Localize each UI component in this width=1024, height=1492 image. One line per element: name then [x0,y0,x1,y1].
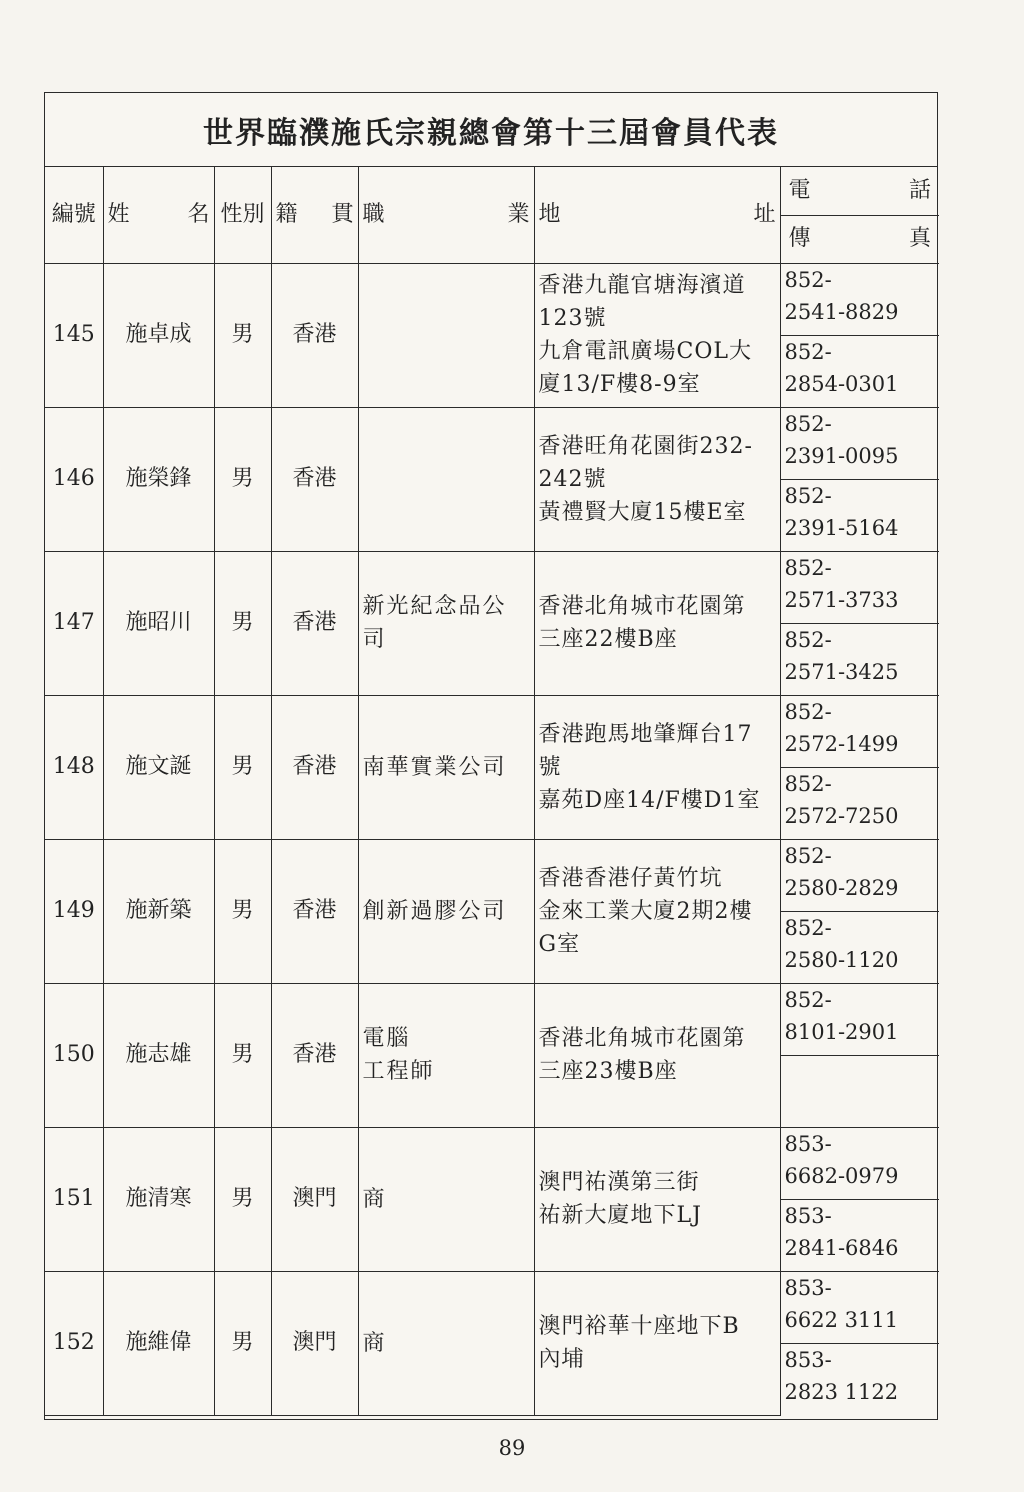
member-phone [780,407,939,479]
address-line: 嘉苑D座14/F樓D1室 [538,787,761,813]
address-line: 123號 [538,306,607,331]
address-line: 香港北角城市花園第 [538,1026,746,1051]
fax-line: 2841-6846 [784,1236,899,1261]
member-address [534,407,780,551]
header-origin: 籍 貫 [271,167,358,263]
member-occupation [358,1271,534,1415]
member-origin: 香港 [271,983,358,1127]
member-name: 施昭川 [103,551,214,695]
page-title: 世界臨濮施氏宗親總會第十三屆會員代表 [45,93,937,167]
fax-line: 853- [784,1203,832,1228]
member-address [534,695,780,839]
member-fax [780,1343,939,1415]
member-table [45,167,939,1416]
occupation-line: 工程師 [362,1059,435,1084]
member-phone [780,1271,939,1343]
header-address: 地 址 [534,167,780,263]
member-gender: 男 [214,1271,271,1415]
occupation-line: 電腦 [362,1026,411,1051]
address-line: 香港香港仔黃竹坑 [538,865,723,891]
fax-line: 2571-3425 [784,660,899,685]
member-gender: 男 [214,407,271,551]
occupation-line: 新光紀念品公 [362,594,507,619]
header-number: 編號 [45,167,103,263]
member-number: 148 [45,695,103,839]
member-fax [780,1199,939,1271]
address-line: 澳門祐漢第三街 [538,1170,700,1195]
member-number: 147 [45,551,103,695]
member-gender: 男 [214,1127,271,1271]
address-line: 九倉電訊廣場COL大 [538,339,752,364]
member-number: 149 [45,839,103,983]
member-phone [780,263,939,335]
fax-line: 852- [784,627,832,652]
member-fax [780,623,939,695]
phone-line: 6682-0979 [784,1164,899,1189]
member-address [534,1127,780,1271]
member-number: 150 [45,983,103,1127]
phone-line: 852- [784,987,832,1012]
phone-line: 852- [784,843,832,868]
phone-line: 2580-2829 [784,876,899,901]
member-gender: 男 [214,263,271,407]
member-gender: 男 [214,839,271,983]
member-name: 施維偉 [103,1271,214,1415]
member-phone [780,839,939,911]
table-row [45,263,939,335]
address-line: G室 [538,931,581,957]
table-row [45,983,939,1055]
occupation-line: 南華實業公司 [362,754,507,780]
header-occupation: 職 業 [358,167,534,263]
table-row [45,551,939,623]
member-origin: 香港 [271,551,358,695]
fax-line: 852- [784,339,832,364]
fax-line: 2572-7250 [784,804,899,829]
member-address [534,263,780,407]
table-row [45,407,939,479]
phone-line: 2572-1499 [784,732,899,757]
phone-line: 852- [784,267,832,292]
member-name: 施榮鋒 [103,407,214,551]
address-line: 祐新大廈地下LJ [538,1203,702,1228]
member-phone [780,1127,939,1199]
fax-line: 2823 1122 [784,1380,899,1405]
member-address [534,839,780,983]
member-number: 146 [45,407,103,551]
member-origin: 香港 [271,407,358,551]
member-phone [780,983,939,1055]
header-name: 姓 名 [103,167,214,263]
member-occupation [358,695,534,839]
fax-line: 853- [784,1347,832,1372]
address-line: 三座23樓B座 [538,1059,678,1084]
fax-line: 852- [784,483,832,508]
member-number: 145 [45,263,103,407]
member-origin: 澳門 [271,1127,358,1271]
phone-line: 853- [784,1275,832,1300]
member-occupation [358,551,534,695]
member-origin: 澳門 [271,1271,358,1415]
phone-line: 852- [784,411,832,436]
occupation-line: 商 [362,1186,387,1212]
header-phone: 電 話 [780,167,939,215]
table-row [45,839,939,911]
member-name: 施卓成 [103,263,214,407]
fax-line: 852- [784,915,832,940]
header-gender: 性別 [214,167,271,263]
address-line: 廈13/F樓8-9室 [538,372,701,397]
member-gender: 男 [214,551,271,695]
member-gender: 男 [214,983,271,1127]
member-name: 施文誕 [103,695,214,839]
member-address [534,551,780,695]
occupation-line: 商 [362,1330,387,1356]
member-fax [780,479,939,551]
member-origin: 香港 [271,839,358,983]
member-fax [780,335,939,407]
occupation-line: 創新過膠公司 [362,898,507,924]
address-line: 號 [538,754,562,780]
page-number: 89 [498,1436,526,1460]
address-line: 香港跑馬地肇輝台17 [538,721,753,747]
address-line: 黃禮賢大廈15樓E室 [538,499,747,525]
fax-line: 2854-0301 [784,372,899,397]
phone-line: 6622 3111 [784,1308,899,1333]
phone-line: 852- [784,555,832,580]
address-line: 香港九龍官塘海濱道 [538,273,746,298]
address-line: 香港旺角花園街232- [538,433,753,459]
member-address [534,983,780,1127]
member-fax [780,1055,939,1127]
member-phone [780,695,939,767]
fax-line: 2391-5164 [784,516,899,541]
fax-line: 852- [784,771,832,796]
address-line: 內埔 [538,1347,585,1372]
phone-line: 852- [784,699,832,724]
occupation-line: 司 [362,627,387,652]
member-occupation [358,407,534,551]
member-occupation [358,263,534,407]
member-name: 施志雄 [103,983,214,1127]
member-fax [780,911,939,983]
phone-line: 2391-0095 [784,444,899,469]
phone-line: 853- [784,1131,832,1156]
phone-line: 2541-8829 [784,300,899,325]
member-name: 施清寒 [103,1127,214,1271]
phone-line: 8101-2901 [784,1020,899,1045]
address-line: 三座22樓B座 [538,627,678,652]
address-line: 金來工業大廈2期2樓 [538,898,753,924]
header-fax: 傳 真 [780,215,939,263]
member-table-sheet [44,92,938,1420]
member-gender: 男 [214,695,271,839]
member-name: 施新築 [103,839,214,983]
fax-line: 2580-1120 [784,948,899,973]
table-row [45,1271,939,1343]
member-address [534,1271,780,1415]
member-number: 152 [45,1271,103,1415]
member-occupation [358,1127,534,1271]
table-row [45,1127,939,1199]
member-origin: 香港 [271,695,358,839]
member-origin: 香港 [271,263,358,407]
member-phone [780,551,939,623]
address-line: 242號 [538,466,607,492]
member-number: 151 [45,1127,103,1271]
member-fax [780,767,939,839]
address-line: 香港北角城市花園第 [538,594,746,619]
table-row [45,695,939,767]
member-occupation [358,839,534,983]
address-line: 澳門裕華十座地下B [538,1314,740,1339]
phone-line: 2571-3733 [784,588,899,613]
member-occupation [358,983,534,1127]
